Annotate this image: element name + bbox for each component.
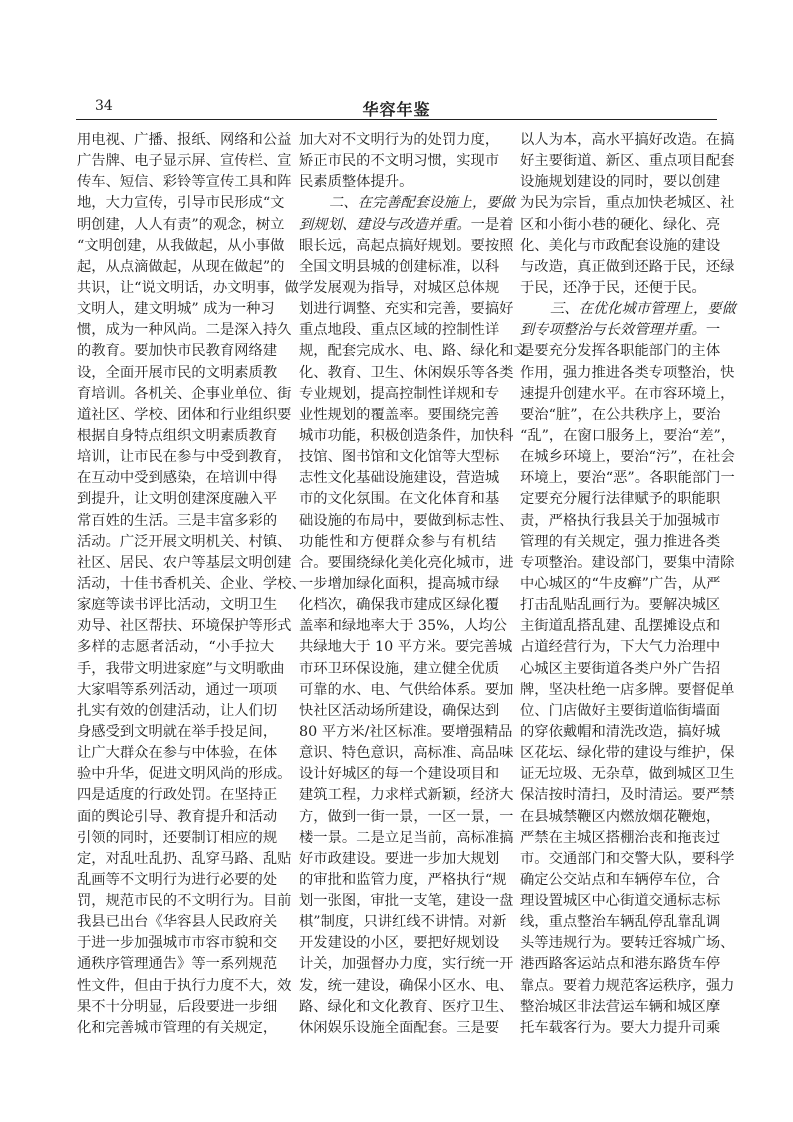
header-rule — [76, 119, 717, 120]
text-line: 城市功能，积极创造条件，加快科 — [299, 427, 514, 444]
text-line: 区花坛、绿化带的建设与维护，保 — [520, 745, 735, 762]
text-line: 乱画等不文明行为进行必要的处 — [77, 871, 278, 888]
text-line: 大家唱等系列活动，通过一项项 — [77, 681, 278, 698]
text-line: 意识、特色意识，高标准、高品味 — [299, 745, 514, 762]
text-line: 化、美化与市政配套设施的建设 — [520, 237, 721, 254]
text-line: 文明人，建文明城” 成为一种习 — [77, 301, 275, 318]
text-line: 开发建设的小区，要把好规划设 — [299, 935, 500, 952]
body-text: 一 — [705, 322, 721, 339]
text-line: 在城乡环境上，要治“污”，在社会 — [520, 449, 735, 466]
text-line: 保洁按时清扫，及时清运。要严禁 — [520, 787, 735, 804]
text-line: 严禁在主城区搭棚治丧和拖丧过 — [520, 829, 721, 846]
text-line: 一步增加绿化面积，提高城市绿 — [299, 575, 500, 592]
text-line: 在互动中受到感染，在培训中得 — [77, 470, 278, 487]
text-line: 靠点。要着力规范客运秩序，强力 — [520, 977, 735, 994]
text-line: 道社区、学校、团体和行业组织要 — [77, 406, 292, 423]
text-line: 计关，加强督办力度，实行统一开 — [299, 956, 514, 973]
text-line: 环境上，要治“恶”。各职能部门一 — [520, 470, 735, 487]
text-line: 的审批和监管力度，严格执行“规 — [299, 871, 507, 888]
text-line: 果不十分明显，后段要进一步细 — [77, 998, 278, 1015]
text-line: 用电视、广播、报纸、网络和公益 — [77, 132, 292, 148]
text-line: 劝导、社区帮扶、环境保护等形式 — [77, 618, 292, 635]
text-line: 于进一步加强城市市容市貌和交 — [77, 935, 278, 952]
text-line: 管理的有关规定，强力推进各类 — [520, 533, 721, 550]
text-line: 与改造，真正做到还路于民，还绿 — [520, 258, 735, 275]
section-heading: 二、在完善配套设施上，要做 — [329, 195, 515, 212]
text-line: 确定公交站点和车辆停车位，合 — [520, 871, 721, 888]
text-line: 以人为本，高水平搞好改造。在搞 — [520, 132, 735, 148]
section-heading-line — [299, 215, 514, 236]
text-line: 社区、居民、农户等基层文明创建 — [77, 554, 292, 571]
text-column-2 — [299, 130, 528, 1039]
section-heading: 到规划、建设与改造并重。 — [299, 216, 471, 233]
text-line: 培训，让市民在参与中受到教育， — [77, 449, 292, 466]
text-column-3 — [520, 130, 736, 1039]
text-line: 身感受到文明就在举手投足间， — [77, 723, 278, 740]
text-line: 化、教育、卫生、休闲娱乐等各类 — [299, 364, 514, 381]
text-line — [520, 278, 717, 299]
text-line: 到提升，让文明创建深度融入平 — [77, 491, 278, 508]
running-header-title: 华容年鉴 — [362, 100, 431, 119]
text-line: 牌，坚决杜绝一店多牌。要督促单 — [520, 681, 735, 698]
text-line: 通秩序管理通告》等一系列规范 — [77, 956, 278, 973]
page-number: 34 — [95, 98, 113, 114]
text-line: 手，我带文明进家庭”与文明歌曲 — [77, 660, 285, 677]
text-line: 心城区主要街道各类户外广告招 — [520, 660, 721, 677]
text-line: 专项整治。建设部门，要集中清除 — [520, 554, 735, 571]
text-line: 的穿依戴帽和清洗改造，搞好城 — [520, 723, 721, 740]
text-line: 路、绿化和文化教育、医疗卫生、 — [299, 998, 514, 1015]
text-line: 我县已出台《华容县人民政府关 — [77, 914, 278, 931]
text-line: 面的舆论引导、教育提升和活动 — [77, 808, 278, 825]
text-line: 志性文化基础设施建设，营造城 — [299, 470, 500, 487]
text-line: 快社区活动场所建设，确保达到 — [299, 702, 500, 719]
text-line: 责，严格执行我县关于加强城市 — [520, 512, 721, 529]
text-line: 明创建，人人有责”的观念，树立 — [77, 216, 285, 233]
text-line: 作用，强力推进各类专项整治，快 — [520, 364, 735, 381]
text-line: 可靠的水、电、气供给体系。要加 — [299, 681, 514, 698]
body-text: 于民，还净于民，还便于民。 — [520, 279, 706, 296]
text-line: 验中升华，促进文明风尚的形成。 — [77, 766, 292, 783]
text-line: 80 平方米/社区标准。要增强精品 — [299, 723, 513, 740]
text-line: 速提升创建水平。在市容环境上， — [520, 385, 735, 402]
text-line: 常百姓的生活。三是丰富多彩的 — [77, 512, 278, 529]
text-line: 地，大力宣传，引导市民形成“文 — [77, 195, 285, 212]
text-line: “文明创建，从我做起，从小事做 — [77, 237, 285, 254]
section-heading: 到专项整治与长效管理并重。 — [520, 322, 706, 339]
text-line: 市的文化氛围。在文化体育和基 — [299, 491, 500, 508]
text-line: 家庭等读书评比活动，文明卫生 — [77, 597, 278, 614]
text-line: 多样的志愿者活动，“小手拉大 — [77, 639, 274, 656]
text-line: 要治“脏”，在公共秩序上，要治 — [520, 406, 721, 423]
text-line: 育培训。各机关、企事业单位、街 — [77, 385, 292, 402]
text-line: 的教育。要加快市民教育网络建 — [77, 343, 278, 360]
text-line: 学发展观为指导，对城区总体规 — [299, 279, 500, 296]
text-line: 盖率和绿地率大于 35%，人均公 — [299, 618, 507, 635]
text-line: 整治城区非法营运车辆和城区摩 — [520, 998, 721, 1015]
text-line: 位、门店做好主要街道临街墙面 — [520, 702, 721, 719]
section-heading-line — [299, 193, 515, 214]
text-line: 惯，成为一种风尚。二是深入持久 — [77, 322, 292, 339]
text-line: 矫正市民的不文明习惯，实现市 — [299, 153, 500, 170]
text-line: 技馆、图书馆和文化馆等大型标 — [299, 449, 500, 466]
text-line: 市。交通部门和交警大队，要科学 — [520, 850, 735, 867]
text-line: 业性规划的覆盖率。要围绕完善 — [299, 406, 500, 423]
body-text: 民素质整体提升。 — [299, 174, 414, 191]
text-line: 活动，十佳书香机关、企业、学校、 — [77, 575, 306, 592]
text-line: 好主要街道、新区、重点项目配套 — [520, 153, 735, 170]
text-line: 活动。广泛开展文明机关、村镇、 — [77, 533, 292, 550]
text-line: 主街道乱搭乱建、乱摆摊设点和 — [520, 618, 721, 635]
text-line: 好市政建设。要进一步加大规划 — [299, 850, 500, 867]
text-line: 理设置城区中心街道交通标志标 — [520, 893, 721, 910]
text-line: 区和小街小巷的硬化、绿化、亮 — [520, 216, 721, 233]
text-line: 传车、短信、彩铃等宣传工具和阵 — [77, 174, 292, 191]
text-line: 证无垃圾、无杂草，做到城区卫生 — [520, 766, 735, 783]
text-line: 发，统一建设，确保小区水、电、 — [299, 977, 514, 994]
text-line: 化档次，确保我市建成区绿化覆 — [299, 597, 500, 614]
section-heading: 三、在优化城市管理上，要做 — [550, 301, 736, 318]
text-line: 加大对不文明行为的处罚力度， — [299, 132, 500, 148]
text-line: 眼长远，高起点搞好规划。要按照 — [299, 237, 514, 254]
text-line: “乱”，在窗口服务上，要治“差”， — [520, 427, 736, 444]
text-line: 定，对乱吐乱扔、乱穿马路、乱贴 — [77, 850, 292, 867]
text-line: 定要充分履行法律赋予的职能职 — [520, 491, 721, 508]
text-line: 打击乱贴乱画行为。要解决城区 — [520, 597, 721, 614]
text-line: 中心城区的“牛皮癣”广告，从严 — [520, 575, 721, 592]
section-heading-line — [520, 320, 721, 341]
text-line: 头等违规行为。要转迁容城广场、 — [520, 935, 735, 952]
text-line: 扎实有效的创建活动，让人们切 — [77, 702, 278, 719]
text-line: 楼一景。二是立足当前，高标准搞 — [299, 829, 514, 846]
text-line: 全国文明县城的创建标准，以科 — [299, 258, 500, 275]
text-line: 划一张图，审批一支笔，建设一盘 — [299, 893, 514, 910]
text-line: 罚，规范市民的不文明行为。目前 — [77, 893, 292, 910]
text-line: 建筑工程，力求样式新颖，经济大 — [299, 787, 514, 804]
body-text: 一是着 — [470, 216, 514, 233]
text-line: 方，做到一街一景，一区一景，一 — [299, 808, 514, 825]
text-line: 让广大群众在参与中体验，在体 — [77, 745, 278, 762]
text-line: 合。要围绕绿化美化亮化城市，进 — [299, 554, 514, 571]
text-line: 设施规划建设的同时，要以创建 — [520, 174, 721, 191]
text-line: 功能性和方便群众参与有机结 — [299, 533, 496, 550]
text-line: 线，重点整治车辆乱停乱靠乱调 — [520, 914, 721, 931]
text-line: 托车载客行为。要大力提升司乘 — [520, 1019, 721, 1036]
text-line: 港西路客运站点和港东路货车停 — [520, 956, 721, 973]
text-line: 设计好城区的每一个建设项目和 — [299, 766, 500, 783]
text-line: 棋”制度，只讲红线不讲情。对新 — [299, 914, 507, 931]
text-column-1 — [77, 130, 306, 1039]
text-line: 市环卫环保设施，建立健全优质 — [299, 660, 500, 677]
text-line: 休闲娱乐设施全面配套。三是要 — [299, 1019, 500, 1036]
text-line: 重点地段、重点区域的控制性详 — [299, 322, 500, 339]
text-line: 化和完善城市管理的有关规定， — [77, 1019, 278, 1036]
text-line: 引领的同时，还要制订相应的规 — [77, 829, 278, 846]
text-line: 共识，让“说文明话，办文明事，做 — [77, 279, 299, 296]
text-line: 占道经营行为，下大气力治理中 — [520, 639, 721, 656]
text-line: 础设施的布局中，要做到标志性、 — [299, 512, 514, 529]
text-line: 根据自身特点组织文明素质教育 — [77, 427, 278, 444]
text-line: 共绿地大于 10 平方米。要完善城 — [299, 639, 513, 656]
text-line: 是要充分发挥各职能部门的主体 — [520, 343, 721, 360]
text-line: 设，全面开展市民的文明素质教 — [77, 364, 278, 381]
text-line: 规，配套完成水、电、路、绿化和文 — [299, 343, 528, 360]
text-line: 性文件，但由于执行力度不大，效 — [77, 977, 292, 994]
text-line: 四是适度的行政处罚。在坚持正 — [77, 787, 278, 804]
text-line: 广告牌、电子显示屏、宣传栏、宣 — [77, 153, 292, 170]
text-line — [299, 172, 496, 193]
text-line: 起，从点滴做起，从现在做起”的 — [77, 258, 285, 275]
text-line: 为民为宗旨，重点加快老城区、社 — [520, 195, 735, 212]
text-line: 在县城禁鞭区内燃放烟花鞭炮， — [520, 808, 721, 825]
text-line: 划进行调整、充实和完善，要搞好 — [299, 301, 514, 318]
text-line: 专业规划，提高控制性详规和专 — [299, 385, 500, 402]
section-heading-line — [520, 299, 736, 320]
